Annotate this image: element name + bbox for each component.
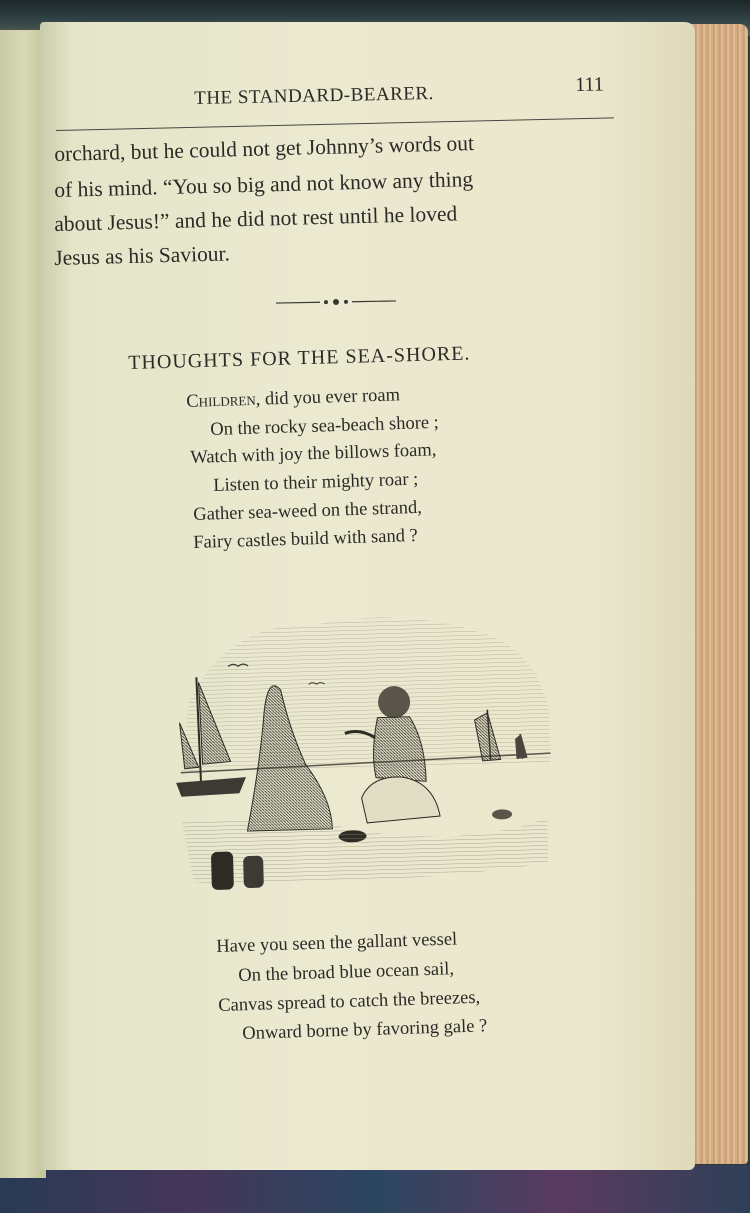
prose-line: orchard, but he could not get Johnny’s words out bbox=[54, 131, 475, 166]
verse-line-rest: , did you ever roam bbox=[255, 385, 401, 410]
verse-line: Fairy castles build with sand ? bbox=[193, 525, 419, 553]
verse-line: Listen to their mighty roar ; bbox=[213, 469, 419, 496]
prose-line: of his mind. “You so big and not know any thing bbox=[54, 167, 474, 202]
verse-line: On the rocky sea-beach shore ; bbox=[210, 412, 440, 440]
book-cover-bottom bbox=[0, 1165, 750, 1213]
poem-title: THOUGHTS FOR THE SEA-SHORE. bbox=[128, 342, 471, 374]
rock bbox=[211, 851, 234, 890]
section-ornament bbox=[276, 295, 396, 309]
prose-line: about Jesus!” and he did not rest until he loved bbox=[54, 201, 458, 236]
beach bbox=[182, 810, 549, 886]
pebble bbox=[492, 809, 512, 820]
verse-line: Onward borne by favoring gale ? bbox=[242, 1016, 488, 1044]
verse-line: On the broad blue ocean sail, bbox=[238, 959, 455, 986]
engraving-illustration bbox=[166, 573, 559, 903]
rock bbox=[243, 856, 264, 889]
prose-line: Jesus as his Saviour. bbox=[54, 241, 231, 270]
verse-line: Watch with joy the billows foam, bbox=[190, 440, 437, 468]
verse-line: Have you seen the gallant vessel bbox=[216, 929, 458, 957]
verse-line: Canvas spread to catch the breezes, bbox=[218, 987, 481, 1016]
verse-line: Gather sea-weed on the strand, bbox=[193, 497, 423, 525]
page-number: 111 bbox=[575, 73, 604, 96]
dropped-first-word: Children bbox=[186, 389, 256, 412]
running-head: THE STANDARD-BEARER. bbox=[194, 82, 435, 109]
